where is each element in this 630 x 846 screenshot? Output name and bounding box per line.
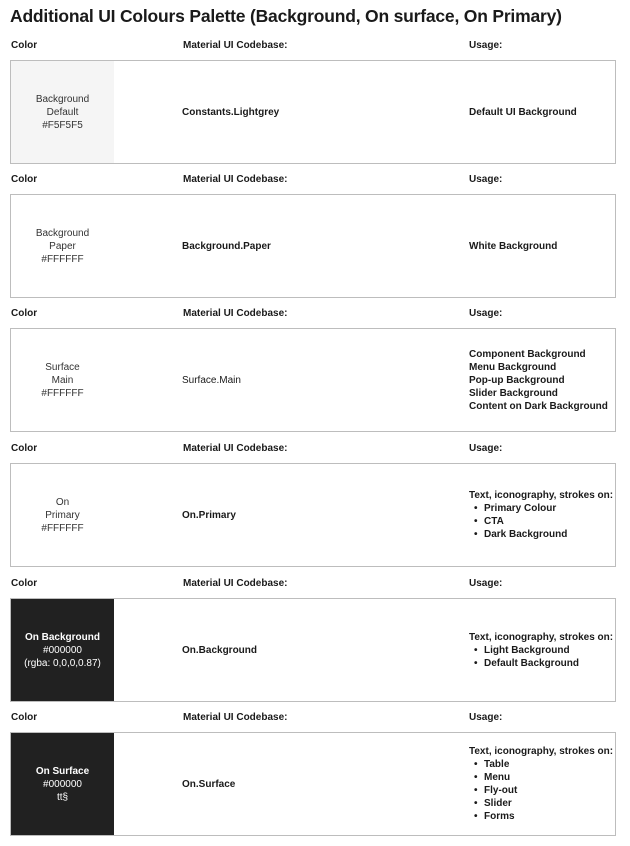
swatch-name-line-2: Default	[46, 106, 79, 118]
usage-line: Text, iconography, strokes on:	[469, 490, 614, 501]
palette-section-background-default	[0, 40, 630, 174]
color-column-header: Color	[11, 443, 38, 454]
palette-card	[10, 194, 616, 298]
palette-section-on-background	[0, 578, 630, 712]
usage-block	[469, 733, 615, 835]
codebase-value: Background.Paper	[182, 240, 271, 252]
codebase-value: On.Background	[182, 644, 258, 656]
swatch-name-line-2: Main	[51, 374, 74, 386]
usage-block	[469, 599, 615, 701]
swatch-hex-value: #FFFFFF	[41, 387, 84, 399]
color-swatch	[11, 195, 114, 297]
usage-bullet: • Primary Colour	[469, 502, 615, 515]
codebase-column-header: Material UI Codebase:	[183, 712, 288, 723]
usage-column-header: Usage:	[469, 174, 503, 185]
usage-block	[469, 61, 615, 163]
swatch-name-line-1: On Background	[24, 631, 100, 643]
palette-section-surface-main	[0, 308, 630, 442]
usage-block	[469, 195, 615, 297]
usage-bullet: • Menu	[469, 771, 615, 784]
usage-block	[469, 464, 615, 566]
usage-line: Menu Background	[469, 361, 557, 373]
palette-section-on-primary	[0, 443, 630, 577]
swatch-rgba-value: (rgba: 0,0,0,0.87)	[24, 657, 101, 669]
usage-line: Text, iconography, strokes on:	[469, 746, 614, 757]
usage-column-header: Usage:	[469, 308, 503, 319]
swatch-extra-line: tt§	[56, 791, 69, 803]
usage-line: White Background	[469, 240, 558, 252]
swatch-name-line-2: Paper	[49, 240, 76, 252]
usage-bullet: • Forms	[469, 810, 615, 823]
codebase-value: Surface.Main	[182, 374, 241, 386]
usage-line: Pop-up Background	[469, 374, 565, 386]
color-swatch	[11, 464, 114, 566]
color-column-header: Color	[11, 578, 38, 589]
page-title: Additional UI Colours Palette (Background, On surface, On Primary)	[10, 6, 562, 26]
swatch-name-line-1: Surface	[45, 361, 80, 373]
usage-column-header: Usage:	[469, 712, 503, 723]
usage-line: Default UI Background	[469, 106, 577, 118]
codebase-value: On.Surface	[182, 778, 236, 790]
usage-line: Component Background	[469, 348, 586, 360]
swatch-hex-value: #000000	[43, 644, 82, 656]
codebase-column-header: Material UI Codebase:	[183, 174, 288, 185]
palette-card	[10, 598, 616, 702]
palette-card	[10, 60, 616, 164]
usage-column-header: Usage:	[469, 443, 503, 454]
color-column-header: Color	[11, 40, 38, 51]
usage-line: Content on Dark Background	[469, 400, 608, 412]
usage-bullet: • Fly-out	[469, 784, 615, 797]
swatch-name-line-2: Primary	[45, 509, 80, 521]
swatch-hex-value: #000000	[43, 778, 82, 790]
usage-bullet: • Slider	[469, 797, 615, 810]
color-column-header: Color	[11, 712, 38, 723]
color-column-header: Color	[11, 308, 38, 319]
swatch-name-line-1: Background	[35, 93, 90, 105]
codebase-value: Constants.Lightgrey	[182, 106, 280, 118]
codebase-column-header: Material UI Codebase:	[183, 443, 288, 454]
usage-column-header: Usage:	[469, 40, 503, 51]
swatch-hex-value: #F5F5F5	[42, 119, 83, 131]
swatch-name-line-1: On	[55, 496, 70, 508]
usage-column-header: Usage:	[469, 578, 503, 589]
usage-bullet: • Light Background	[469, 644, 615, 657]
palette-card	[10, 732, 616, 836]
palette-section-background-paper	[0, 174, 630, 308]
usage-line: Text, iconography, strokes on:	[469, 631, 614, 643]
palette-card	[10, 328, 616, 432]
codebase-column-header: Material UI Codebase:	[183, 578, 288, 589]
usage-bullet: • Table	[469, 758, 615, 771]
palette-section-on-surface	[0, 712, 630, 846]
codebase-value: On.Primary	[182, 509, 236, 521]
usage-bullet: • Dark Background	[469, 528, 615, 541]
usage-bullet: • CTA	[469, 515, 615, 528]
palette-card	[10, 463, 616, 567]
color-swatch	[11, 733, 114, 835]
codebase-column-header: Material UI Codebase:	[183, 308, 288, 319]
usage-block	[469, 329, 615, 431]
usage-bullet: • Default Background	[469, 657, 615, 670]
swatch-name-line-1: Background	[35, 227, 90, 239]
codebase-column-header: Material UI Codebase:	[183, 40, 288, 51]
color-swatch	[11, 329, 114, 431]
swatch-name-line-1: On Surface	[35, 765, 90, 777]
color-swatch	[11, 599, 114, 701]
swatch-hex-value: #FFFFFF	[41, 522, 84, 534]
swatch-hex-value: #FFFFFF	[41, 253, 84, 265]
color-column-header: Color	[11, 174, 38, 185]
usage-line: Slider Background	[469, 387, 558, 399]
color-swatch	[11, 61, 114, 163]
